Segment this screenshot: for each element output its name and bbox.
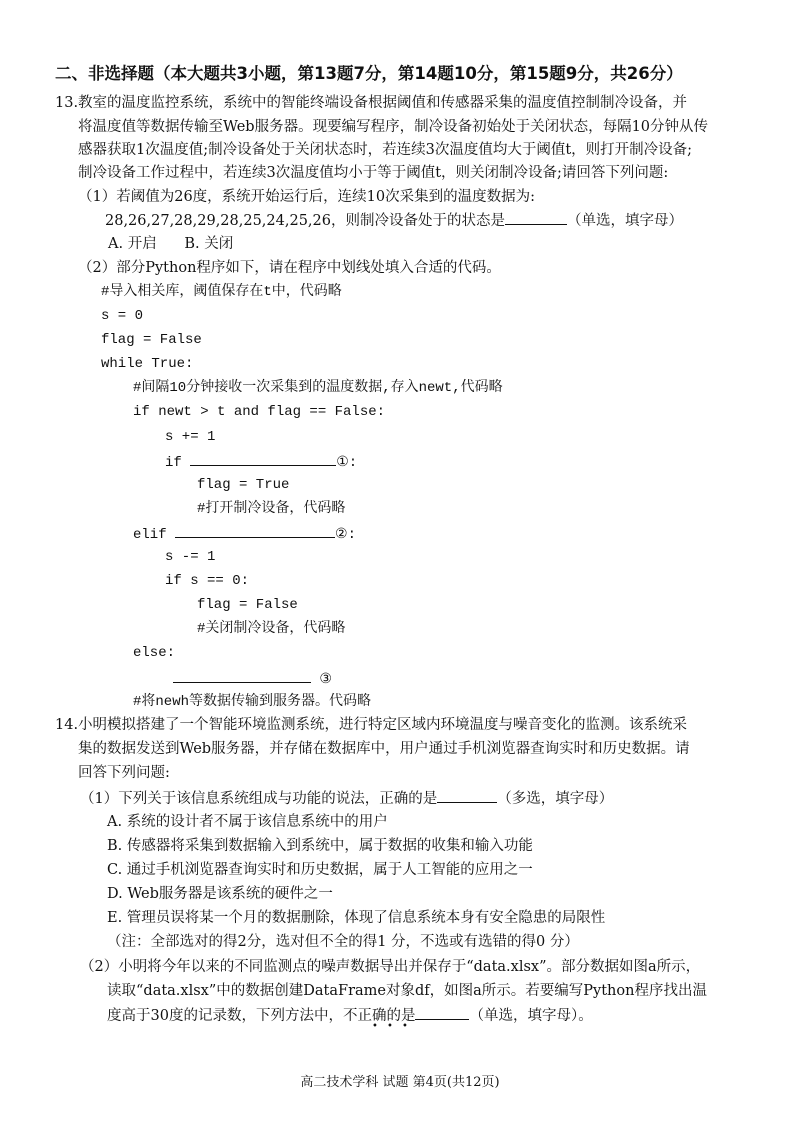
- q14-part2-suffix: （单选，填字母）。: [469, 1008, 593, 1024]
- q14-part2-prompt: 度高于30度的记录数，下列方法中，不正确的是: [107, 1008, 416, 1024]
- q13-intro-line-1: 13.教室的温度监控系统，系统中的智能终端设备根据阈值和传感器采集的温度值控制制冷设备，并: [55, 95, 688, 111]
- code-blank-1[interactable]: [190, 451, 336, 466]
- q14-option-a: A. 系统的设计者不属于该信息系统中的用户: [107, 814, 388, 830]
- q14-option-d: D. Web服务器是该系统的硬件之一: [107, 886, 333, 902]
- q13-intro-line-2: 将温度值等数据传输至Web服务器。现要编写程序，制冷设备初始处于关闭状态，每隔10分钟从传: [78, 119, 709, 135]
- emphasis-dot: •: [402, 1021, 408, 1032]
- code-line-init-s: s = 0: [101, 308, 144, 324]
- q14-intro-line-3: 回答下列问题:: [78, 765, 170, 781]
- q14-intro-line-1: 14.小明模拟搭建了一个智能环境监测系统，进行特定区域内环境温度与噪音变化的监测。该系统采: [55, 717, 688, 733]
- code-line-if-blank-1: [165, 451, 357, 473]
- code-line-if-newt: if newt > t and flag == False:: [133, 404, 386, 420]
- q14-option-b: B. 传感器将采集到数据输入到系统中，属于数据的收集和输入功能: [107, 838, 533, 854]
- emphasis-dot: •: [387, 1021, 393, 1032]
- page-footer: 高二技术学科 试题 第4页(共12页): [300, 1075, 500, 1090]
- q14-part2-line-3: [107, 1005, 593, 1026]
- code-line-flag-false: flag = False: [197, 597, 298, 613]
- code-line-flag-true: flag = True: [197, 477, 290, 493]
- q14-option-e: E. 管理员误将某一个月的数据删除，体现了信息系统本身有安全隐患的局限性: [107, 910, 606, 926]
- code-line-comment-close: #关闭制冷设备，代码略: [197, 621, 346, 637]
- q14-part1-answer-blank[interactable]: [437, 788, 497, 803]
- code-line-s-decrement: s -= 1: [165, 549, 216, 565]
- code-line-comment-import: #导入相关库，阈值保存在t中，代码略: [101, 284, 342, 300]
- code-line-blank-3: [173, 668, 332, 690]
- code-blank-2[interactable]: [175, 523, 335, 538]
- code-line-comment-receive: #间隔10分钟接收一次采集到的温度数据,存入newt,代码略: [133, 380, 503, 396]
- q14-option-c: C. 通过手机浏览器查询实时和历史数据，属于人工智能的应用之一: [107, 862, 533, 878]
- q14-part2-line-1: （2）小明将今年以来的不同监测点的噪声数据导出并保存于“data.xlsx”。部分数据如图a所示，: [80, 959, 701, 975]
- q13-part1-prompt: （1）若阈值为26度，系统开始运行后，连续10次采集到的温度数据为:: [78, 189, 536, 205]
- code-blank-3[interactable]: [173, 668, 311, 683]
- emphasis-dot: •: [372, 1021, 378, 1032]
- code-line-init-flag: flag = False: [101, 332, 202, 348]
- q14-part1-prompt: （1）下列关于该信息系统组成与功能的说法，正确的是: [80, 791, 438, 807]
- code-line-elif-blank-2: [133, 523, 356, 545]
- section-heading: 二、非选择题（本大题共3小题，第13题7分，第14题10分，第15题9分，共26分）: [55, 64, 683, 83]
- q13-intro-line-4: 制冷设备工作过程中，若连续3次温度值均小于等于阈值t，则关闭制冷设备;请回答下列问题:: [78, 165, 669, 181]
- q14-part1-prompt-line: [80, 788, 613, 809]
- code-line-s-increment: s += 1: [165, 429, 216, 445]
- q13-part1-data: 28,26,27,28,29,28,25,24,25,26，则制冷设备处于的状态是: [105, 213, 505, 229]
- code-line-comment-transmit: #将newh等数据传输到服务器。代码略: [133, 694, 372, 710]
- q13-part1-options: A. 开启 B. 关闭: [108, 236, 234, 252]
- code-blank-3-marker: ③: [319, 672, 332, 688]
- q14-intro-line-2: 集的数据发送到Web服务器，并存储在数据库中，用户通过手机浏览器查询实时和历史数据。请: [78, 741, 690, 757]
- code-blank-2-marker: ②:: [335, 527, 356, 543]
- q14-part2-line-2: 读取“data.xlsx”中的数据创建DataFrame对象df，如图a所示。若要编写Python程序找出温: [107, 983, 707, 999]
- q14-part1-suffix: （多选，填字母）: [497, 791, 614, 807]
- code-keyword-if: if: [165, 455, 182, 471]
- q13-part1-answer-blank[interactable]: [505, 210, 567, 225]
- q13-intro-line-3: 感器获取1次温度值;制冷设备处于关闭状态时，若连续3次温度值均大于阈值t，则打开制冷设备;: [78, 142, 693, 158]
- code-keyword-elif: elif: [133, 527, 167, 543]
- code-blank-1-marker: ①:: [336, 455, 358, 471]
- q14-scoring-note: （注：全部选对的得2分，选对但不全的得1 分，不选或有选错的得0 分）: [107, 934, 579, 950]
- q13-part2-prompt: （2）部分Python程序如下，请在程序中划线处填入合适的代码。: [78, 260, 501, 276]
- code-line-if-s-zero: if s == 0:: [165, 573, 250, 589]
- code-line-while: while True:: [101, 356, 194, 372]
- q14-part2-answer-blank[interactable]: [415, 1005, 469, 1020]
- code-line-else: else:: [133, 645, 176, 661]
- code-line-comment-open: #打开制冷设备，代码略: [197, 501, 346, 517]
- q13-part1-data-line: [105, 210, 683, 231]
- q13-part1-suffix: （单选，填字母）: [567, 213, 683, 229]
